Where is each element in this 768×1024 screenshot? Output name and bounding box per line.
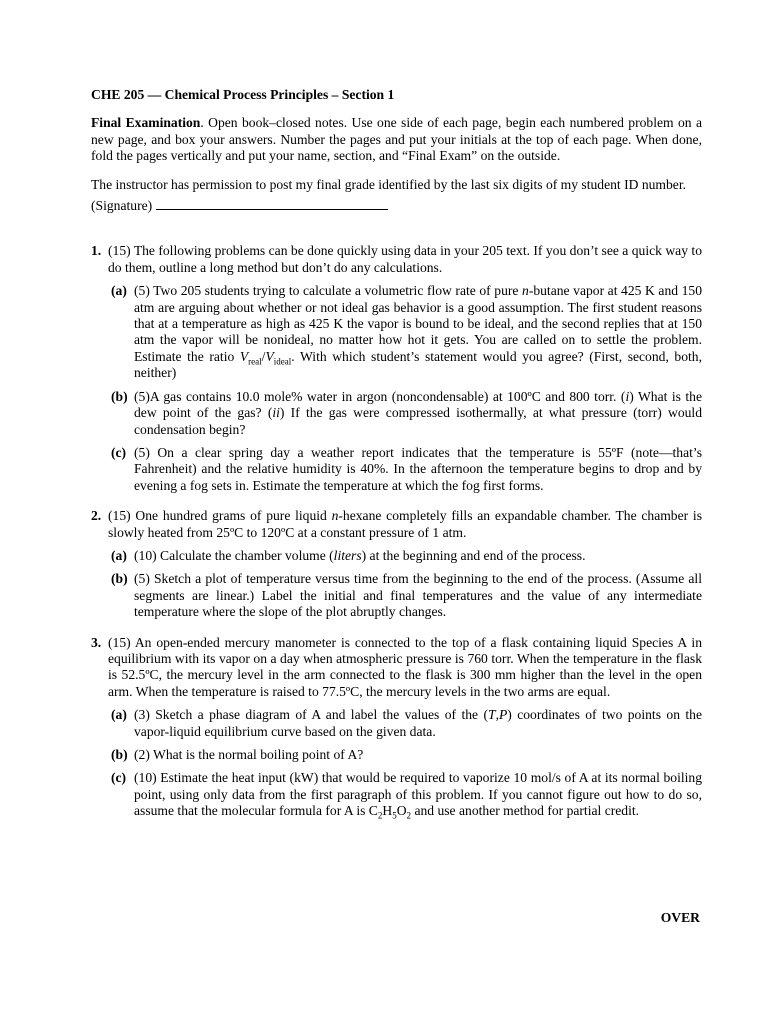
part-label: (b) bbox=[111, 747, 128, 762]
problem-3c: (c) (10) Estimate the heat input (kW) that would be required to vaporize 10 mol/s of A at its normal boiling point, using only data from the first paragraph of this problem. If you cannot figure out how to do so, assume that the molecular formula for A is $C_2H_5O_2$ and use another method for partial credit. bbox=[111, 770, 702, 821]
problem-number: 3. bbox=[91, 634, 102, 650]
problem-3b: (b) (2) What is the normal boiling point of A? bbox=[111, 747, 364, 762]
part-label: (a) bbox=[111, 547, 127, 563]
part-label: (b) bbox=[111, 388, 128, 404]
exam-page bbox=[91, 87, 702, 834]
problem-1a: (a) (5) Two 205 students trying to calculate a volumetric flow rate of pure n-butane vapor at 425 K and 150 atm are arguing about whether or not ideal gas behavior is a good assumption. The first student reasons that at a temperature as high as 425 K the vapor is bound to be ideal, and the second replies that at 150 atm the vapor will be nonideal, no matter how hot it gets. You are called on to settle the problem. Estimate the ratio $V_{real}/V_{ideal}$. With which student’s statement would you agree? (First, second, both, neither) bbox=[111, 283, 703, 381]
problem-2b: (b) (5) Sketch a plot of temperature versus time from the beginning to the end of the process. (Assume all segments are linear.) Label the initial and final temperatures and the value of any intermediate temperature where the slope of the plot abruptly changes. bbox=[111, 571, 702, 620]
part-label: (c) bbox=[111, 770, 127, 786]
instructions-text: . Open book–closed notes. Use one side of each page, begin each numbered problem on a new page, and box your answers. Number the pages and put your initials at the top of each page. When done, fold the pages vertically and put your name, section, and “Final Exam” on the outside. bbox=[91, 115, 702, 164]
problem-text: (15) The following problems can be done quickly using data in your 205 text. If you don’t see a quick way to do them, outline a long method but don’t do any calculations. bbox=[108, 243, 702, 275]
problem-2a: (a) (10) Calculate the chamber volume (liters) at the beginning and end of the process. bbox=[111, 547, 586, 563]
problem-1 bbox=[91, 243, 702, 494]
problem-1b: (b) (5)A gas contains 10.0 mole% water in argon (noncondensable) at 100ºC and 800 torr. (i) What is the dew point of the gas? (ii) If the gas were compressed isothermally, at what pressure (torr) would condensation begin? bbox=[111, 388, 702, 437]
problem-3 bbox=[91, 635, 702, 820]
signature-blank bbox=[156, 198, 388, 210]
instructions-lead: Final Examination bbox=[91, 115, 201, 131]
signature-line bbox=[91, 198, 702, 214]
part-label: (a) bbox=[111, 707, 127, 723]
permission-statement: The instructor has permission to post my final grade identified by the last six digits of my student ID number. bbox=[91, 176, 687, 192]
problem-number: 1. bbox=[91, 243, 102, 259]
problem-text: (15) One hundred grams of pure liquid n-hexane completely fills an expandable chamber. The chamber is slowly heated from 25ºC to 120ºC at a constant pressure of 1 atm. bbox=[108, 508, 702, 540]
problem-2 bbox=[91, 508, 702, 620]
problem-text: (15) An open-ended mercury manometer is connected to the top of a flask containing liquid Species A in equilibrium with its vapor on a day when atmospheric pressure is 760 torr. When the temperature in the flask is 52.5ºC, the mercury level in the arm connected to the flask is 300 mm higher than the level in the open arm. When the temperature is raised to 77.5ºC, the mercury levels in the two arms are equal. bbox=[108, 634, 702, 699]
part-label: (c) bbox=[111, 444, 127, 460]
page-title: CHE 205 — Chemical Process Principles – Section 1 bbox=[91, 87, 395, 102]
problem-number: 2. bbox=[91, 508, 102, 524]
instructions bbox=[91, 115, 702, 164]
part-label: (a) bbox=[111, 283, 127, 299]
problem-1c: (c) (5) On a clear spring day a weather report indicates that the temperature is 55ºF (note—that’s Fahrenheit) and the relative humidity is 40%. In the afternoon the temperature begins to drop and by evening a fog sets in. Estimate the temperature at which the fog first forms. bbox=[111, 444, 702, 493]
part-label: (b) bbox=[111, 571, 128, 587]
problem-3a: (a) (3) Sketch a phase diagram of A and label the values of the (T,P) coordinates of two points on the vapor-liquid equilibrium curve based on the given data. bbox=[111, 707, 702, 739]
signature-label: (Signature) bbox=[91, 198, 153, 214]
over-label: OVER bbox=[660, 910, 700, 925]
